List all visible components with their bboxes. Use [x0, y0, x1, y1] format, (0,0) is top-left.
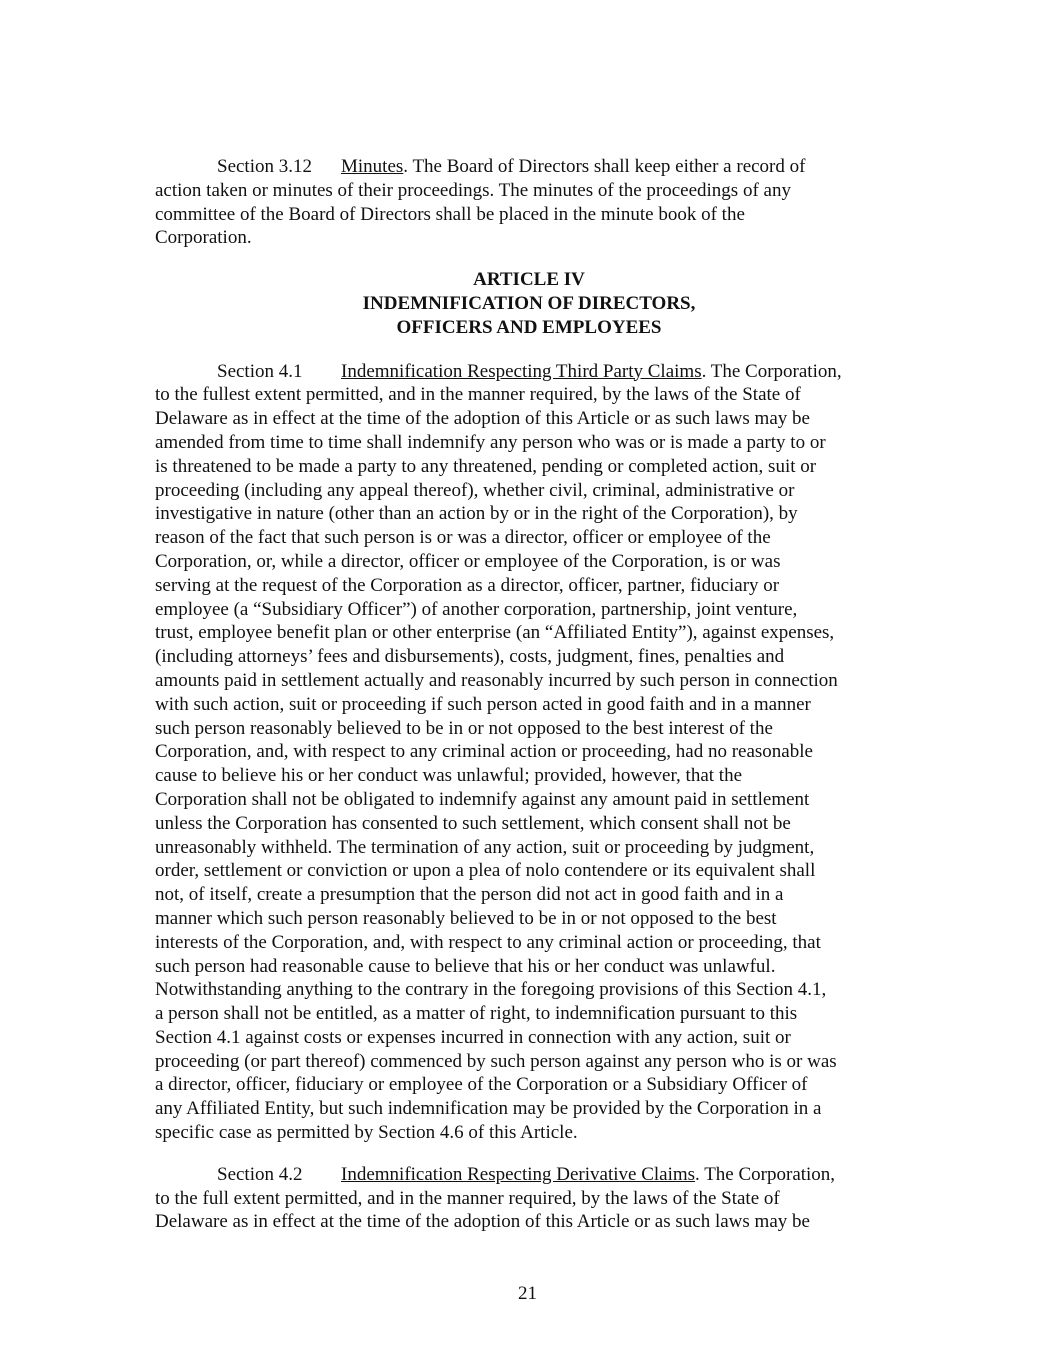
section-text-line: Corporation, or, while a director, officer or employee of the Corporation, is or was [155, 550, 781, 572]
section-text-line: proceeding (including any appeal thereof), whether civil, criminal, administrative or [155, 479, 795, 501]
section-text-line: Corporation, and, with respect to any criminal action or proceeding, had no reasonable [155, 741, 813, 763]
section-text-line: amended from time to time shall indemnify any person who was or is made a party to or [155, 431, 826, 453]
section-number: Section 4.2 [217, 1163, 303, 1185]
section-text-line: investigative in nature (other than an action by or in the right of the Corporation), by [155, 503, 798, 525]
section-text-line: not, of itself, create a presumption that the person did not act in good faith and in a [155, 884, 784, 906]
section-caption: Indemnification Respecting Derivative Claims [341, 1163, 696, 1185]
section-text-line: proceeding (or part thereof) commenced by such person against any person who is or was [155, 1050, 837, 1072]
section-4-1 [155, 360, 903, 1145]
article-title: ARTICLE IV [473, 269, 585, 291]
section-number: Section 4.1 [217, 360, 303, 382]
section-text-line: order, settlement or conviction or upon a plea of nolo contendere or its equivalent shall [155, 860, 816, 882]
section-4-2-first-line [155, 1163, 903, 1187]
section-caption: Minutes [341, 156, 404, 177]
page-number: 21 [518, 1283, 537, 1304]
section-text-line: Delaware as in effect at the time of the adoption of this Article or as such laws may be [155, 1211, 810, 1233]
section-text-line: is threatened to be made a party to any threatened, pending or completed action, suit or [155, 455, 817, 477]
section-3-12 [155, 155, 903, 250]
section-text-line: Delaware as in effect at the time of the adoption of this Article or as such laws may be [155, 408, 810, 430]
article-subtitle-line: INDEMNIFICATION OF DIRECTORS, [362, 292, 696, 314]
section-text-line: a director, officer, fiduciary or employee of the Corporation or a Subsidiary Officer of [155, 1074, 808, 1096]
section-text: . The Board of Directors shall keep either a record of [403, 156, 806, 177]
section-text-line: to the fullest extent permitted, and in the manner required, by the laws of the State of [155, 384, 801, 406]
section-text-line: cause to believe his or her conduct was unlawful; provided, however, that the [155, 765, 742, 787]
section-3-12-first-line [155, 155, 903, 179]
section-text-line: such person had reasonable cause to believe that his or her conduct was unlawful. [155, 955, 776, 977]
section-caption: Indemnification Respecting Third Party Claims [341, 360, 702, 382]
article-heading [155, 268, 903, 339]
section-text-line: Corporation shall not be obligated to indemnify against any amount paid in settlement [155, 788, 810, 810]
section-text-line: specific case as permitted by Section 4.6 of this Article. [155, 1122, 578, 1144]
section-text-line: with such action, suit or proceeding if such person acted in good faith and in a manner [155, 693, 811, 715]
section-text-line: a person shall not be entitled, as a matter of right, to indemnification pursuant to this [155, 1003, 798, 1025]
section-4-1-first-line [155, 360, 903, 384]
section-text-line: (including attorneys’ fees and disbursements), costs, judgment, fines, penalties and [155, 646, 785, 668]
section-text-line: amounts paid in settlement actually and reasonably incurred by such person in connection [155, 669, 838, 691]
section-text-line: interests of the Corporation, and, with respect to any criminal action or proceeding, that [155, 931, 821, 953]
section-text-line: action taken or minutes of their proceedings. The minutes of the proceedings of any [155, 179, 791, 201]
section-text-line: Corporation. [155, 227, 252, 249]
section-text-line: employee (a “Subsidiary Officer”) of another corporation, partnership, joint venture, [155, 598, 798, 620]
section-text-line: trust, employee benefit plan or other enterprise (an “Affiliated Entity”), against expenses, [155, 622, 835, 644]
section-text-line: to the full extent permitted, and in the manner required, by the laws of the State of [155, 1187, 780, 1209]
section-text: . The Corporation, [695, 1163, 836, 1185]
section-text-line: manner which such person reasonably believed to be in or not opposed to the best [155, 907, 777, 929]
section-text-line: Notwithstanding anything to the contrary in the foregoing provisions of this Section 4.1, [155, 979, 827, 1001]
section-text-line: Section 4.1 against costs or expenses incurred in connection with any action, suit or [155, 1026, 791, 1048]
article-subtitle-line: OFFICERS AND EMPLOYEES [396, 316, 662, 338]
section-text-line: reason of the fact that such person is or was a director, officer or employee of the [155, 527, 771, 549]
section-text-line: unreasonably withheld. The termination of any action, suit or proceeding by judgment, [155, 836, 815, 858]
section-text-line: any Affiliated Entity, but such indemnification may be provided by the Corporation in a [155, 1098, 822, 1120]
section-text-line: committee of the Board of Directors shall be placed in the minute book of the [155, 203, 745, 225]
section-number: Section 3.12 [217, 156, 312, 177]
section-text: . The Corporation, [701, 360, 842, 382]
section-text-line: such person reasonably believed to be in or not opposed to the best interest of the [155, 717, 773, 739]
document-page [155, 155, 903, 1252]
section-text-line: unless the Corporation has consented to such settlement, which consent shall not be [155, 812, 791, 834]
section-4-2 [155, 1163, 903, 1234]
section-text-line: serving at the request of the Corporation as a director, officer, partner, fiduciary or [155, 574, 780, 596]
